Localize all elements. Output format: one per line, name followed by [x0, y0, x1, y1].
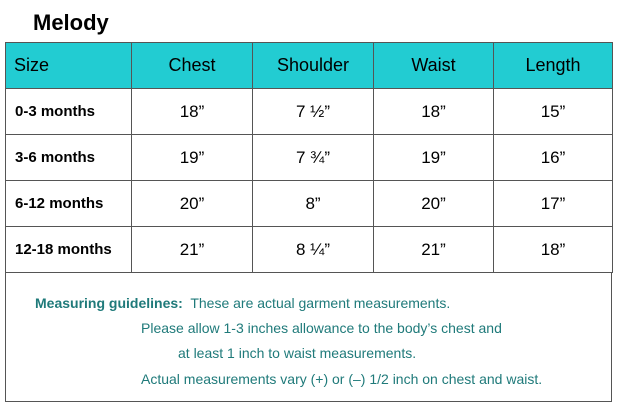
table-header-row — [6, 43, 613, 89]
shoulder-cell: 7 ½” — [253, 89, 374, 135]
size-cell: 6-12 months — [6, 181, 132, 227]
chest-cell: 18” — [132, 89, 253, 135]
size-cell: 12-18 months — [6, 227, 132, 273]
shoulder-cell: 7 ¾” — [253, 135, 374, 181]
guidelines-lead: Measuring guidelines: — [35, 295, 183, 311]
table-row — [6, 135, 613, 181]
header-size: Size — [6, 43, 132, 89]
waist-cell: 20” — [374, 181, 494, 227]
waist-cell: 18” — [374, 89, 494, 135]
size-cell: 0-3 months — [6, 89, 132, 135]
size-chart-table — [5, 42, 613, 273]
table-row — [6, 227, 613, 273]
header-waist: Waist — [374, 43, 494, 89]
table-row — [6, 89, 613, 135]
guideline-line-3: at least 1 inch to waist measurements. — [178, 345, 417, 361]
length-cell: 18” — [494, 227, 613, 273]
guideline-line-1 — [35, 294, 450, 312]
header-length: Length — [494, 43, 613, 89]
chest-cell: 19” — [132, 135, 253, 181]
header-shoulder: Shoulder — [253, 43, 374, 89]
waist-cell: 19” — [374, 135, 494, 181]
length-cell: 16” — [494, 135, 613, 181]
length-cell: 17” — [494, 181, 613, 227]
guideline-line-2: Please allow 1-3 inches allowance to the body’s chest and — [141, 320, 502, 336]
guidelines-text-1: These are actual garment measurements. — [190, 295, 451, 311]
header-chest: Chest — [132, 43, 253, 89]
chest-cell: 20” — [132, 181, 253, 227]
shoulder-cell: 8” — [253, 181, 374, 227]
shoulder-cell: 8 ¼” — [253, 227, 374, 273]
size-cell: 3-6 months — [6, 135, 132, 181]
waist-cell: 21” — [374, 227, 494, 273]
length-cell: 15” — [494, 89, 613, 135]
guideline-line-4: Actual measurements vary (+) or (–) 1/2 inch on chest and waist. — [141, 371, 543, 387]
table-row — [6, 181, 613, 227]
chest-cell: 21” — [132, 227, 253, 273]
page-title: Melody — [33, 10, 109, 35]
measuring-guidelines-box — [5, 272, 612, 402]
